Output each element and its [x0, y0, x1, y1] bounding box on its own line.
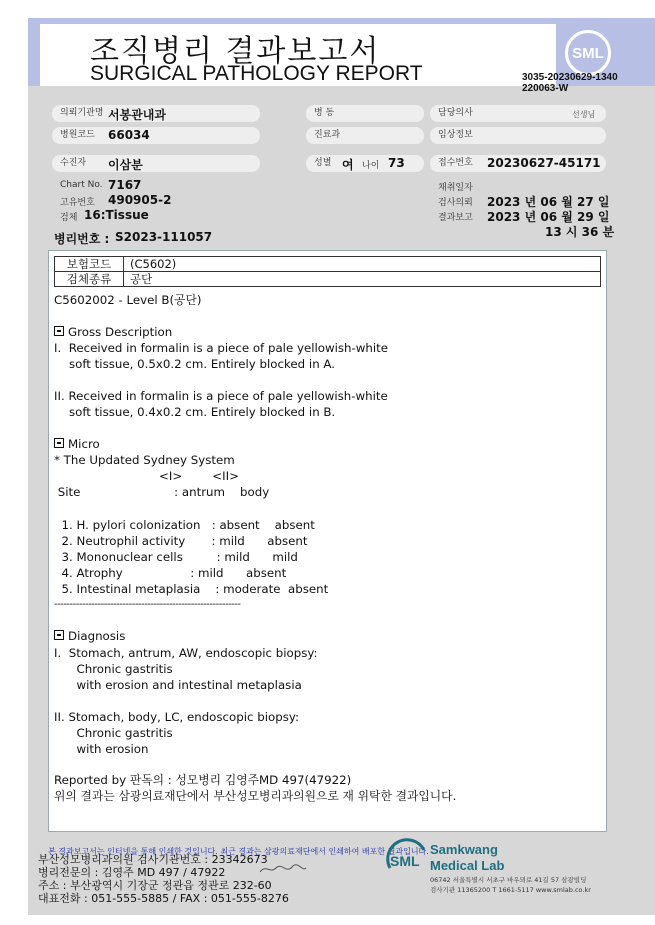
footer-phone: 대표전화 : 051-555-5885 / FAX : 051-555-8276	[38, 892, 289, 905]
micro-line: 5. Intestinal metaplasia : moderate absent	[54, 582, 329, 596]
age-label: 나이	[362, 161, 380, 171]
reference-line-1: 3035-20230629-1340	[522, 72, 618, 83]
table-row	[55, 272, 601, 287]
reference-line-2: 220063-W	[522, 83, 569, 94]
signature-icon	[258, 862, 308, 876]
clinical-info-field	[430, 127, 606, 144]
department-field	[306, 127, 424, 144]
sml-logo-icon	[565, 30, 611, 76]
specimen-type-key: 검체종류	[55, 272, 124, 287]
gross-line: II. Received in formalin is a piece of pale yellowish-white	[54, 389, 388, 403]
institution-label: 의뢰기관명	[60, 108, 104, 118]
pathology-number: S2023-111057	[115, 230, 213, 244]
diagnosis-section-title	[54, 628, 125, 644]
specimen-type-value: 공단	[124, 272, 601, 287]
samkwang-lab-name	[430, 842, 504, 874]
micro-line: <I> <II>	[54, 469, 239, 483]
gross-line: soft tissue, 0.5x0.2 cm. Entirely blocked in A.	[54, 357, 336, 371]
diagnosis-line: with erosion	[54, 742, 149, 756]
gross-line: I. Received in formalin is a piece of pale yellowish-white	[54, 341, 389, 355]
diagnosis-line: Chronic gastritis	[54, 726, 173, 740]
footer-address: 주소 : 부산광역시 기장군 정관읍 정관로 232-60	[38, 879, 272, 892]
result-date: 2023 년 06 월 29 일	[487, 210, 610, 224]
request-date: 2023 년 06 월 27 일	[487, 195, 610, 209]
insurance-code-key: 보험코드	[55, 257, 124, 272]
micro-line: 3. Mononuclear cells : mild mild	[54, 550, 298, 564]
insurance-code-value: (C5602)	[124, 257, 601, 272]
doctor-suffix: 선생님	[572, 110, 596, 119]
micro-line: 4. Atrophy : mild absent	[54, 566, 287, 580]
patient-field	[52, 155, 260, 172]
patient-label: 수진자	[60, 158, 87, 168]
print-notice: 본 결과보고서는 인터넷을 통해 인쇄한 것입니다. 최근 결과는 삼광의료재단에서 인쇄하여 배포한 결과입니다.	[48, 847, 429, 856]
reported-by: Reported by 판독의 : 성모병리 김영주MD 497(47922)	[54, 773, 352, 787]
result-date-label: 결과보고	[438, 213, 473, 223]
institution-value: 서봉관내과	[108, 108, 166, 122]
unique-number-label: 고유번호	[60, 198, 95, 208]
receipt-label: 접수번호	[438, 158, 473, 168]
hospital-code-label: 병원코드	[60, 130, 95, 140]
section-box-icon	[54, 438, 64, 448]
diagnosis-line: I. Stomach, antrum, AW, endoscopic biopsy:	[54, 646, 318, 660]
micro-line: 1. H. pylori colonization : absent absent	[54, 518, 315, 532]
receipt-number: 20230627-45171	[487, 156, 601, 170]
section-box-icon	[54, 630, 64, 640]
insurance-table	[54, 256, 601, 287]
samkwang-logo-icon	[384, 838, 430, 878]
divider-line: ------------------------------------------------------------	[54, 599, 241, 610]
clinical-info-label: 임상정보	[438, 130, 473, 140]
table-row	[55, 257, 601, 272]
report-reference	[522, 72, 618, 94]
report-title-korean: 조직병리 결과보고서	[90, 34, 381, 69]
micro-line: * The Updated Sydney System	[54, 453, 235, 467]
footer-specialist: 병리전문의 : 김영주 MD 497 / 47922	[38, 866, 226, 879]
samkwang-address	[430, 875, 591, 895]
unique-number: 490905-2	[108, 193, 172, 207]
lab-address-line-1: 06742 서울특별시 서초구 바우뫼로 41길 57 삼광빌딩	[430, 876, 587, 884]
lab-name-line-2: Medical Lab	[430, 858, 505, 873]
sex-label: 성별	[314, 158, 332, 168]
micro-section-title	[54, 436, 100, 452]
request-date-label: 검사의뢰	[438, 198, 473, 208]
result-time: 13 시 36 분	[545, 225, 615, 239]
gross-line: soft tissue, 0.4x0.2 cm. Entirely blocked in B.	[54, 405, 336, 419]
micro-title-text: Micro	[68, 437, 100, 451]
age-value: 73	[388, 156, 405, 170]
specimen-label: 검체	[60, 213, 78, 223]
department-label: 진료과	[314, 130, 341, 140]
lab-address-line-2: 검사기관 11365200 T 1661-5117 www.smlab.co.kr	[430, 886, 591, 894]
micro-line: 2. Neutrophil activity : mild absent	[54, 534, 308, 548]
diagnosis-line: Chronic gastritis	[54, 662, 173, 676]
hospital-code-value: 66034	[108, 128, 150, 142]
consignment-note: 위의 결과는 삼광의료재단에서 부산성모병리과의원으로 재 위탁한 결과입니다.	[54, 789, 457, 803]
doctor-label: 담당의사	[438, 108, 473, 118]
pathology-number-label: 병리번호 :	[54, 232, 110, 246]
ward-label: 병 동	[314, 108, 335, 118]
specimen-value: 16:Tissue	[84, 208, 149, 222]
chart-label: Chart No.	[60, 180, 103, 190]
section-box-icon	[54, 326, 64, 336]
footer-institution: 부산성모병리과의원 검사기관번호 : 23342673	[38, 853, 268, 866]
ward-field	[306, 105, 424, 122]
micro-line: Site : antrum body	[54, 485, 270, 499]
gross-section-title	[54, 324, 172, 340]
gross-title-text: Gross Description	[68, 325, 173, 339]
code-line: C5602002 - Level B(공단)	[54, 293, 202, 307]
chart-number: 7167	[108, 178, 142, 192]
samkwang-logo-text: SML	[390, 853, 420, 869]
sml-logo-text: SML	[572, 44, 604, 62]
lab-name-line-1: Samkwang	[430, 842, 498, 857]
report-title-english: SURGICAL PATHOLOGY REPORT	[90, 62, 423, 85]
sex-value: 여	[342, 158, 354, 172]
diagnosis-line: II. Stomach, body, LC, endoscopic biopsy:	[54, 710, 299, 724]
diagnosis-line: with erosion and intestinal metaplasia	[54, 678, 302, 692]
patient-name: 이삼분	[108, 158, 143, 172]
collection-date-label: 채취일자	[438, 183, 473, 193]
diagnosis-title-text: Diagnosis	[68, 629, 126, 643]
hospital-code-field	[52, 127, 260, 144]
